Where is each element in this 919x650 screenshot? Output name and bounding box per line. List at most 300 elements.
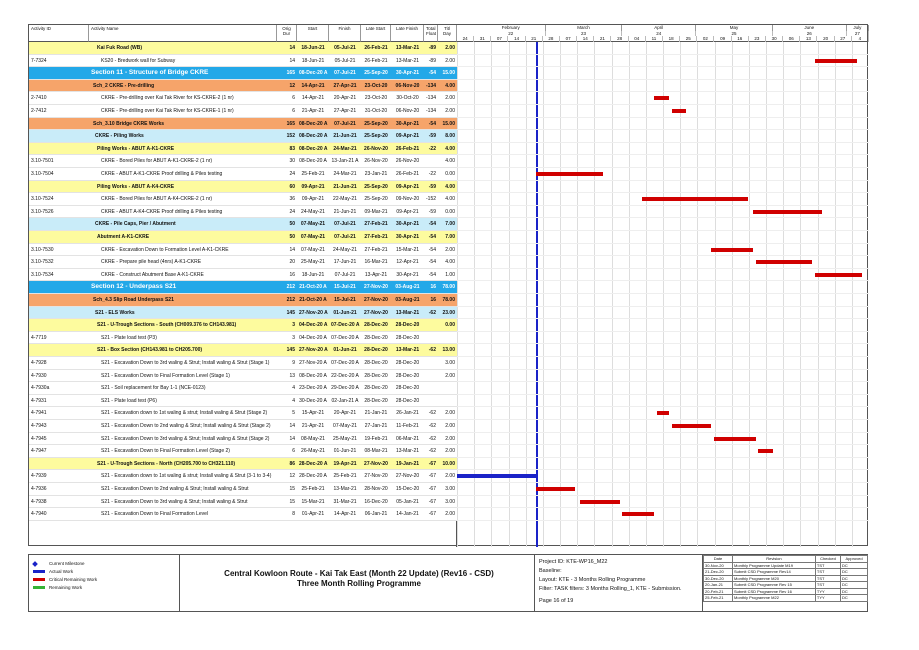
gantt-gridline <box>663 42 664 547</box>
cell-tl: 2.00 <box>445 57 455 64</box>
cell-name: S21 - Excavation Down to 3rd waling & Strut; Install waling & Strut (Stage 2) <box>101 435 270 442</box>
gantt-row-divider <box>457 381 869 382</box>
gantt-gridline <box>577 42 578 547</box>
activity-row[interactable] <box>29 92 457 105</box>
timeline-week-label: 23 <box>749 36 766 42</box>
cell-st: 08-Dec-20 A <box>299 145 328 152</box>
title-line-2: Three Month Rolling Programme <box>296 579 421 588</box>
cell-ls: 27-Jan-21 <box>364 423 388 429</box>
revision-cell: DC <box>841 575 868 582</box>
cell-ls: 27-Feb-21 <box>364 234 388 240</box>
activity-row[interactable] <box>29 357 457 370</box>
timeline-month: April <box>622 25 696 31</box>
cell-tf: -54 <box>428 259 436 266</box>
cell-ls: 28-Dec-20 <box>364 334 388 341</box>
cell-lf: 27-Nov-20 <box>395 473 420 480</box>
cell-st: 25-Feb-21 <box>301 486 325 492</box>
baseline: Baseline: <box>539 568 562 574</box>
revision-header: Checked <box>815 556 840 563</box>
cell-od: 14 <box>289 246 295 253</box>
col-header-tl-days[interactable]: Titl Day <box>438 25 457 42</box>
cell-id: 4-7930 <box>31 372 47 379</box>
cell-lf: 13-Mar-21 <box>395 448 420 455</box>
activity-row[interactable] <box>29 55 457 68</box>
cell-od: 15 <box>289 498 295 505</box>
gantt-row-divider <box>457 318 869 319</box>
gantt-row-divider <box>457 280 869 281</box>
cell-od: 145 <box>286 347 295 354</box>
timeline-week-label: 16 <box>732 36 749 42</box>
cell-fi: 22-May-21 <box>333 196 357 203</box>
wbs-group-row[interactable] <box>29 118 457 131</box>
cell-fi: 31-Mar-21 <box>333 498 357 505</box>
cell-tl: 8.00 <box>445 133 455 140</box>
cell-fi: 20-Apr-21 <box>333 410 357 417</box>
gantt-row-divider <box>457 180 869 181</box>
cell-od: 86 <box>289 460 295 467</box>
cell-od: 4 <box>292 385 295 392</box>
cell-ls: 25-Sep-20 <box>364 120 388 127</box>
critical-remaining-bar[interactable] <box>580 500 619 504</box>
legend-swatch-icon <box>33 586 45 589</box>
cell-id: 4-7938 <box>31 498 47 505</box>
cell-ls: 23-Jan-21 <box>364 171 388 177</box>
cell-tf: -134 <box>426 95 437 102</box>
gantt-gridline <box>783 42 784 547</box>
gantt-gridline <box>852 42 853 547</box>
cell-name: Section 11 - Structure of Bridge CKRE <box>91 69 209 77</box>
gantt-row-divider <box>457 520 869 521</box>
cell-lf: 30-Apr-21 <box>396 271 419 278</box>
timeline-week-label: 07 <box>560 36 577 42</box>
project-id: Project ID: KTE-WP16_M22 <box>539 559 608 565</box>
cell-fi: 13-Mar-21 <box>333 486 357 492</box>
cell-name: S21 - Excavation Down to 3rd waling & Strut; Install waling & Strut (Stage 1) <box>101 360 270 366</box>
cell-od: 14 <box>289 57 295 64</box>
wbs-group-row[interactable] <box>29 281 457 294</box>
cell-id <box>29 307 89 320</box>
col-header-total-float[interactable]: Total Float <box>424 25 438 42</box>
critical-remaining-bar[interactable] <box>622 512 654 516</box>
cell-tl: 2.00 <box>445 423 455 429</box>
cell-tf: -54 <box>428 70 436 77</box>
timeline-week-label: 06 <box>783 36 800 42</box>
cell-name: KS20 - Bredwork wall for Subway <box>101 57 176 64</box>
wbs-group-row[interactable] <box>29 143 457 156</box>
cell-ls: 31-Oct-20 <box>364 108 388 114</box>
activity-row[interactable] <box>29 483 457 496</box>
cell-od: 15 <box>289 486 295 492</box>
cell-name: CKRE - ABUT A-K1-CKRE Proof drilling & Piles testing <box>101 171 223 177</box>
cell-tf: -54 <box>428 221 436 228</box>
revision-table <box>702 555 868 611</box>
col-header-late-finish[interactable]: Late Finish <box>391 25 424 42</box>
cell-od: 12 <box>289 82 295 89</box>
timeline-header <box>457 25 869 42</box>
cell-tl: 15.00 <box>442 120 455 127</box>
gantt-row-divider <box>457 117 869 118</box>
revision-cell: 25-Feb-21 <box>704 595 733 602</box>
cell-tl: 3.00 <box>445 486 455 492</box>
gantt-gridline <box>749 42 750 547</box>
gantt-gridline <box>543 42 544 547</box>
wbs-group-row[interactable] <box>29 130 457 143</box>
critical-remaining-bar[interactable] <box>657 411 669 415</box>
gantt-row-divider <box>457 356 869 357</box>
cell-st: 01-Apr-21 <box>301 511 325 518</box>
timeline-week-label: 21 <box>526 36 543 42</box>
cell-ls: 28-Dec-20 <box>364 322 388 329</box>
critical-remaining-bar[interactable] <box>753 210 822 214</box>
cell-st: 28-Dec-20 A <box>299 473 327 480</box>
activity-row[interactable] <box>29 168 457 181</box>
cell-ls: 27-Nov-20 <box>364 297 388 303</box>
cell-ls: 27-Feb-21 <box>364 221 388 228</box>
critical-remaining-bar[interactable] <box>714 437 756 441</box>
cell-st: 30-Dec-20 A <box>299 397 327 404</box>
timeline-month: February <box>477 25 546 31</box>
cell-name: CKRE - Bored Piles for ABUT A-K4-CKRE-2 (1 nr) <box>101 196 213 203</box>
wbs-group-row[interactable] <box>29 344 457 357</box>
wbs-group-row[interactable] <box>29 294 457 307</box>
gantt-gridline <box>509 42 510 547</box>
gantt-gridline <box>612 42 613 547</box>
programme-title <box>189 569 529 589</box>
wbs-group-row[interactable] <box>29 67 457 80</box>
wbs-group-row[interactable] <box>29 80 457 93</box>
cell-od: 212 <box>286 284 295 291</box>
cell-ls: 27-Nov-20 <box>364 460 388 467</box>
gantt-row-divider <box>457 444 869 445</box>
cell-st: 15-Apr-21 <box>301 410 325 417</box>
cell-st: 25-May-21 <box>301 259 325 266</box>
activity-row[interactable] <box>29 382 457 395</box>
cell-od: 12 <box>289 473 295 480</box>
cell-name: S21 - Excavation Down to Final Formation Level <box>101 511 208 518</box>
cell-tf: -62 <box>428 448 436 455</box>
activity-row[interactable] <box>29 470 457 483</box>
activity-row[interactable] <box>29 269 457 282</box>
cell-fi: 27-Apr-21 <box>333 108 357 114</box>
gantt-gridline <box>800 42 801 547</box>
cell-fi: 01-Jun-21 <box>333 347 357 354</box>
cell-id <box>29 181 89 194</box>
cell-ls: 25-Sep-20 <box>364 183 388 190</box>
cell-id: 2-7412 <box>31 108 47 114</box>
cell-tf: -67 <box>428 498 436 505</box>
cell-st: 23-Dec-20 A <box>299 385 327 392</box>
cell-tf: -62 <box>428 435 436 442</box>
cell-name: S21 - Excavation Down to Final Formation Level (Stage 2) <box>101 448 230 455</box>
cell-lf: 05-Jan-21 <box>396 498 419 505</box>
timeline-month-number: 24 <box>622 31 696 36</box>
wbs-group-row[interactable] <box>29 218 457 231</box>
gantt-gridline <box>526 42 527 547</box>
cell-fi: 07-Dec-20 A <box>331 322 360 329</box>
cell-name: CKRE - Piling Works <box>95 133 144 140</box>
cell-name: CKRE - ABUT A-K4-CKRE Proof drilling & Piles testing <box>101 208 223 215</box>
cell-st: 09-Apr-21 <box>301 196 325 203</box>
cell-fi: 14-Apr-21 <box>333 511 357 518</box>
cell-id <box>29 130 89 143</box>
cell-ls: 25-Sep-20 <box>364 196 388 203</box>
cell-tf: -152 <box>426 196 437 203</box>
cell-od: 36 <box>289 196 295 203</box>
cell-id <box>29 80 89 93</box>
cell-fi: 21-Jun-21 <box>333 183 357 190</box>
cell-name: CKRE - Construct Abutment Base A-K1-CKRE <box>101 271 204 278</box>
cell-od: 212 <box>286 297 295 303</box>
critical-remaining-bar[interactable] <box>672 109 687 113</box>
activity-row[interactable] <box>29 420 457 433</box>
timeline-week-label: 14 <box>509 36 526 42</box>
revision-cell: DC <box>841 562 868 569</box>
timeline-week-label: 28 <box>612 36 629 42</box>
cell-id: 7-7324 <box>31 57 47 64</box>
cell-st: 14-Apr-21 <box>301 95 325 102</box>
cell-name: Abutment A-K1-CKRE <box>97 234 150 240</box>
cell-name: S21 - Box Section (CH143.981 to CH205.700) <box>97 347 203 354</box>
critical-remaining-bar[interactable] <box>642 197 748 201</box>
cell-ls: 27-Nov-20 <box>364 473 388 480</box>
cell-tl: 4.00 <box>445 145 455 152</box>
cell-st: 21-Apr-21 <box>301 423 325 429</box>
cell-lf: 30-Apr-21 <box>395 221 420 228</box>
cell-id <box>29 458 89 471</box>
cell-st: 24-May-21 <box>301 208 325 215</box>
cell-st: 04-Dec-20 A <box>299 334 327 341</box>
cell-tl: 2.00 <box>445 435 455 442</box>
col-header-activity-name[interactable]: Activity Name <box>89 25 277 42</box>
timeline-week-label: 4 <box>852 36 869 42</box>
cell-lf: 09-Apr-21 <box>395 133 420 140</box>
wbs-group-row[interactable] <box>29 42 457 55</box>
gantt-row-divider <box>457 243 869 244</box>
cell-st: 15-Mar-21 <box>301 498 325 505</box>
cell-lf: 15-Mar-21 <box>395 246 420 253</box>
revision-cell: Submit CSD Programme Rev14 <box>733 569 816 576</box>
cell-lf: 09-Apr-21 <box>395 183 420 190</box>
cell-od: 152 <box>286 133 295 140</box>
activity-row[interactable] <box>29 105 457 118</box>
cell-id: 4-7941 <box>31 410 47 417</box>
cell-lf: 28-Dec-20 <box>395 334 420 341</box>
cell-tl <box>438 332 457 345</box>
cell-name: S21 - Soil replacement for Bay 1-1 (NCE-0123) <box>101 385 206 392</box>
legend-swatch-icon <box>33 578 45 581</box>
cell-od: 145 <box>286 309 295 316</box>
cell-id <box>29 218 89 231</box>
cell-st: 14-Apr-21 <box>301 82 325 89</box>
activity-row[interactable] <box>29 407 457 420</box>
gantt-row-divider <box>457 192 869 193</box>
cell-st: 08-Dec-20 A <box>299 120 328 127</box>
cell-od: 20 <box>289 259 295 266</box>
cell-ls: 06-Jan-21 <box>364 511 388 518</box>
critical-remaining-bar[interactable] <box>815 273 862 277</box>
cell-lf: 28-Dec-20 <box>395 322 420 329</box>
cell-name: Sch_3.10 Bridge CKRE Works <box>93 120 165 127</box>
cell-fi: 27-Apr-21 <box>333 82 357 89</box>
gantt-row-divider <box>457 104 869 105</box>
cell-lf: 13-Mar-21 <box>395 45 420 51</box>
cell-st: 08-May-21 <box>301 435 325 442</box>
cell-tl <box>438 382 457 395</box>
cell-od: 24 <box>289 171 295 177</box>
cell-id: 4-7936 <box>31 486 47 492</box>
activity-row[interactable] <box>29 244 457 257</box>
activity-row[interactable] <box>29 445 457 458</box>
wbs-group-row[interactable] <box>29 181 457 194</box>
cell-ls: 26-Nov-20 <box>364 145 388 152</box>
critical-remaining-bar[interactable] <box>536 172 603 176</box>
col-header-late-start[interactable]: Late Start <box>361 25 391 42</box>
activity-row[interactable] <box>29 508 457 521</box>
cell-tl: 3.00 <box>445 360 455 366</box>
cell-ls: 09-Mar-21 <box>364 208 388 215</box>
wbs-group-row[interactable] <box>29 231 457 244</box>
activity-row[interactable] <box>29 496 457 509</box>
cell-tf: -59 <box>428 183 436 190</box>
cell-tl: 78.00 <box>442 284 455 291</box>
activity-row[interactable] <box>29 256 457 269</box>
cell-id <box>29 294 89 307</box>
cell-tf <box>424 332 438 345</box>
cell-lf: 30-Oct-20 <box>396 95 419 102</box>
wbs-group-row[interactable] <box>29 319 457 332</box>
cell-od: 24 <box>289 208 295 215</box>
cell-fi: 05-Jul-21 <box>334 57 356 64</box>
critical-remaining-bar[interactable] <box>756 260 813 264</box>
cell-lf: 28-Dec-20 <box>395 372 420 379</box>
activity-row[interactable] <box>29 395 457 408</box>
legend-swatch-icon <box>33 570 45 573</box>
revision-cell: TST <box>815 569 840 576</box>
activity-row[interactable] <box>29 155 457 168</box>
cell-id: 3.10-7501 <box>31 158 54 165</box>
critical-remaining-bar[interactable] <box>536 487 575 491</box>
col-header-orig-dur[interactable]: Orig Dur <box>277 25 297 42</box>
cell-lf: 09-Nov-20 <box>395 196 420 203</box>
cell-tf: -67 <box>428 473 436 480</box>
cell-tf <box>424 357 438 370</box>
cell-tl <box>438 395 457 408</box>
gantt-gridline <box>697 42 698 547</box>
critical-remaining-bar[interactable] <box>654 96 669 100</box>
cell-fi: 07-Jul-21 <box>334 70 356 77</box>
revision-cell: TYY <box>815 595 840 602</box>
cell-tl: 23.00 <box>442 309 455 316</box>
cell-tl: 2.00 <box>445 246 455 253</box>
gantt-row-divider <box>457 255 869 256</box>
gantt-sheet <box>28 24 868 546</box>
activity-row[interactable] <box>29 370 457 383</box>
cell-st: 21-Oct-20 A <box>299 284 327 291</box>
cell-id: 4-7931 <box>31 397 47 404</box>
cell-fi: 13-Jan-21 A <box>331 158 359 165</box>
cell-lf: 12-Apr-21 <box>396 259 419 266</box>
critical-remaining-bar[interactable] <box>758 449 773 453</box>
critical-remaining-bar[interactable] <box>815 59 857 63</box>
col-header-start[interactable]: Start <box>297 25 329 42</box>
critical-remaining-bar[interactable] <box>672 424 711 428</box>
cell-lf: 06-Nov-20 <box>395 82 420 89</box>
cell-tl: 2.00 <box>445 410 455 417</box>
gantt-row-divider <box>457 507 869 508</box>
activity-row[interactable] <box>29 332 457 345</box>
cell-name: S21 - Excavation Down to 3rd waling & Strut; Install waling & Strut <box>101 498 248 505</box>
revision-cell: 30-Dec-20 <box>704 575 733 582</box>
gantt-gridline <box>732 42 733 547</box>
timeline-week-label: 30 <box>766 36 783 42</box>
gantt-gridline <box>457 42 458 547</box>
cell-lf: 30-Apr-21 <box>395 70 420 77</box>
activity-row[interactable] <box>29 433 457 446</box>
cell-od: 30 <box>289 158 295 165</box>
gantt-gridline <box>560 42 561 547</box>
col-header-activity-id[interactable]: Activity ID <box>29 25 89 42</box>
revision-cell: 20-Feb-21 <box>704 588 733 595</box>
actual-work-bar[interactable] <box>457 474 536 478</box>
gantt-gridline <box>646 42 647 547</box>
cell-name: CKRE - Excavation Down to Formation Level A-K1-CKRE <box>101 246 229 253</box>
cell-name: Section 12 - Underpass S21 <box>91 283 177 291</box>
cell-tf <box>424 382 438 395</box>
wbs-group-row[interactable] <box>29 458 457 471</box>
wbs-group-row[interactable] <box>29 307 457 320</box>
cell-lf: 06-Mar-21 <box>395 435 420 442</box>
cell-st: 07-May-21 <box>300 221 326 228</box>
cell-tl: 0.00 <box>445 208 455 215</box>
gantt-row-divider <box>457 205 869 206</box>
revision-cell: Monthly Programme M22 <box>733 595 816 602</box>
activity-row[interactable] <box>29 193 457 206</box>
cell-od: 13 <box>289 372 295 379</box>
cell-name: S21 - Plate load test (P3) <box>101 334 157 341</box>
critical-remaining-bar[interactable] <box>711 248 753 252</box>
gantt-row-divider <box>457 406 869 407</box>
cell-ls: 28-Nov-20 <box>364 486 388 492</box>
cell-fi: 19-Apr-21 <box>333 460 357 467</box>
gantt-row-divider <box>457 154 869 155</box>
activity-row[interactable] <box>29 206 457 219</box>
cell-od: 14 <box>289 423 295 429</box>
cell-name: S21 - Excavation Down to 2nd waling & Strut; Install waling & Strut <box>101 486 249 492</box>
cell-tl: 4.00 <box>445 259 455 266</box>
cell-name: CKRE - Pile Caps, Pier / Abutment <box>95 221 176 228</box>
cell-id <box>29 143 89 156</box>
gantt-gridline <box>629 42 630 547</box>
col-header-finish[interactable]: Finish <box>329 25 361 42</box>
cell-tf <box>424 395 438 408</box>
activity-table <box>29 42 457 547</box>
cell-name: CKRE - Pre-drilling over Kai Tak River for KS-CKRE-1 (1 nr) <box>101 108 234 114</box>
timeline-week-label: 09 <box>715 36 732 42</box>
timeline-week-label: 04 <box>629 36 646 42</box>
timeline-week-label: 14 <box>577 36 594 42</box>
cell-lf: 15-Dec-20 <box>395 486 420 492</box>
cell-tl: 2.00 <box>445 511 455 518</box>
revision-cell: DC <box>841 582 868 589</box>
gantt-row-divider <box>457 129 869 130</box>
cell-lf: 13-Mar-21 <box>395 347 420 354</box>
cell-id: 4-7939 <box>31 473 47 480</box>
gantt-gridline <box>491 42 492 547</box>
cell-st: 08-Dec-20 A <box>299 133 328 140</box>
cell-fi: 15-Jul-21 <box>334 297 356 303</box>
gantt-row-divider <box>457 343 869 344</box>
legend <box>29 555 180 611</box>
